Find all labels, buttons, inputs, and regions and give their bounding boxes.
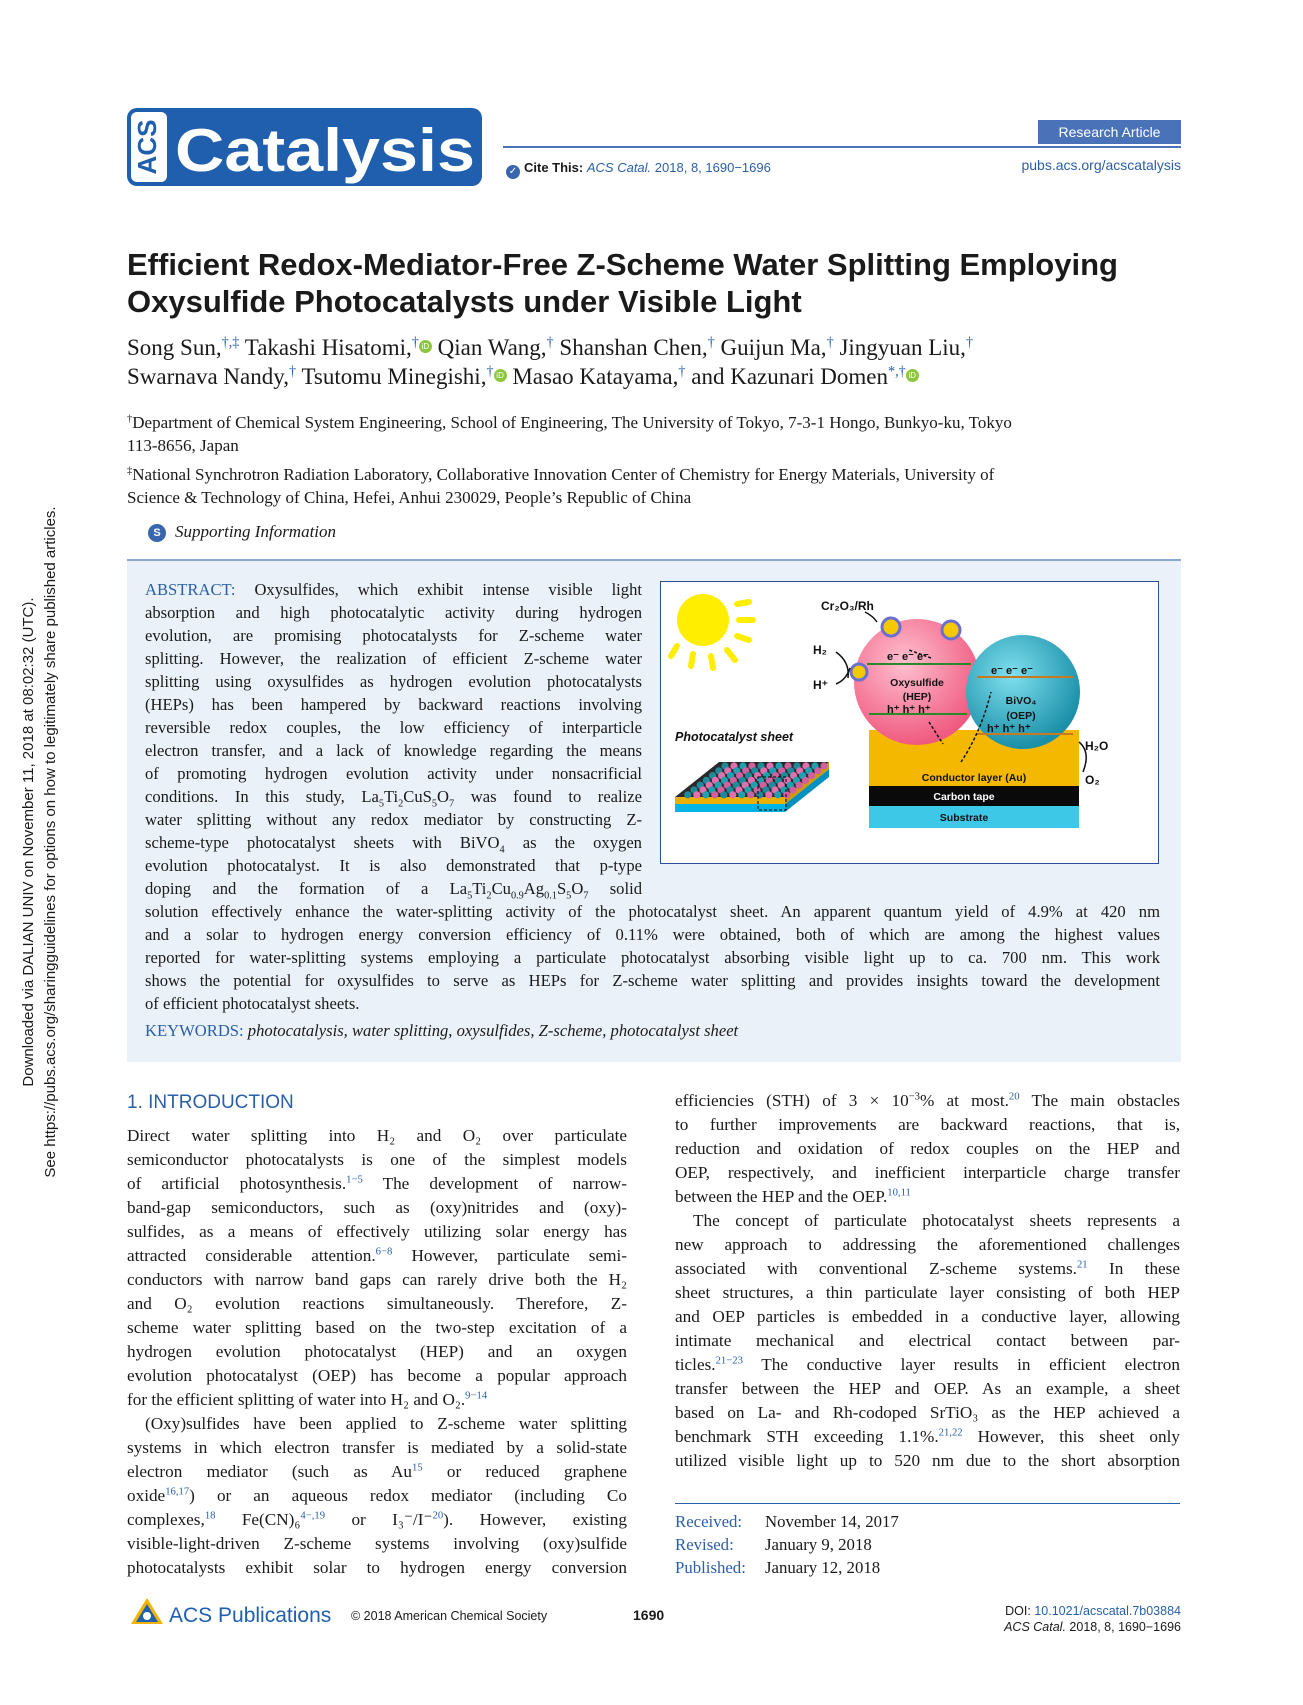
author[interactable]: Masao Katayama, — [512, 364, 679, 389]
doi-link[interactable]: 10.1021/acscatal.7b03884 — [1034, 1604, 1181, 1618]
check-icon: ✓ — [506, 165, 520, 179]
oep-label-1: BiVO₄ — [1005, 695, 1037, 707]
sheet-particle — [765, 791, 772, 798]
formula-solid-solution: $La_5Ti_2Cu_{0.9}Ag_{0.1}S_5O_7$ — [449, 879, 589, 902]
svg-text:Catalysis: Catalysis — [175, 117, 475, 184]
sheet-particle — [693, 791, 700, 798]
hep-label-1: Oxysulfide — [890, 677, 944, 689]
sheet-particle — [702, 791, 709, 798]
cite-this[interactable]: ✓ Cite This: ACS Catal. 2018, 8, 1690−1696 — [506, 160, 771, 179]
citation[interactable]: 20 — [432, 1510, 444, 1522]
layer-tape-label: Carbon tape — [933, 791, 995, 803]
hep-electrons: e⁻ e⁻ e⁻ — [887, 651, 929, 663]
orcid-icon[interactable]: iD — [906, 369, 919, 382]
citation[interactable]: 21 — [1076, 1259, 1088, 1271]
keywords: KEYWORDS: photocatalysis, water splitting, oxysulfides, Z-scheme, photocatalyst sheet — [145, 1021, 739, 1040]
author[interactable]: Guijun Ma, — [720, 335, 827, 360]
citation[interactable]: 4−,19 — [300, 1510, 326, 1522]
doi-block: DOI: 10.1021/acscatal.7b03884 ACS Catal. 2018, 8, 1690−1696 — [1004, 1604, 1181, 1634]
hep-holes: h⁺ h⁺ h⁺ — [887, 704, 931, 716]
copyright: © 2018 American Chemical Society — [351, 1609, 548, 1623]
sheet-particle — [808, 772, 815, 779]
citation[interactable]: 16,17 — [165, 1486, 190, 1498]
abstract-text-full: solution effectively enhance the water-splitting activity of the photocatalyst sheet. An apparent quantum yield of 4.9% at 420 nm and a solar to hydrogen energy conversion efficiency of 0.11% were obtained, both of which are among the highest values reported for water-splitting systems employing a particulate photocatalyst absorbing visible light up to ca. 700 nm. This work shows the potential for oxysulfides to serve as HEPs for Z-scheme water splitting and provides insights toward the development of efficient photocatalyst sheets. — [145, 902, 1160, 1013]
author[interactable]: Takashi Hisatomi, — [244, 335, 412, 360]
author[interactable]: Qian Wang, — [437, 335, 547, 360]
oep-label-2: (OEP) — [1006, 710, 1036, 722]
abstract-top-rule — [127, 559, 1181, 561]
oep-electrons: e⁻ e⁻ e⁻ — [991, 665, 1033, 677]
section-heading-introduction: 1. INTRODUCTION — [127, 1092, 294, 1113]
orcid-icon[interactable]: iD — [419, 340, 432, 353]
author[interactable]: Tsutomu Minegishi, — [301, 364, 487, 389]
page-number: 1690 — [633, 1607, 665, 1623]
supporting-information-link[interactable]: S Supporting Information — [148, 522, 336, 542]
citation[interactable]: 21,22 — [938, 1427, 963, 1439]
author[interactable]: Swarnava Nandy, — [127, 364, 290, 389]
sheet-particle — [756, 791, 763, 798]
intro-column-right: efficiencies (STH) of $3 \times 10^{-3}\%$ at most.$^{20}$ The main obstacles to further improvements are backward reactions, that is, reduction and oxidation of redox couples on the HEP and OEP, respectively, and inefficient interparticle charge transfer between the HEP and the OEP.$^{10,11}$ The concept of particulate photocatalyst sheets represents a new approach to addressing the aforementioned challenges associated with conventional Z-scheme systems.$^{21}$ In these sheet structures, a thin particulate layer consisting of both HEP and OEP particles is embedded in a conductive layer, allowing intimate mechanical and electrical contact between par- ticles.$^{21-23}$ The conductive layer results in efficient electron transfer between the HEP and OEP. As an example, a sheet based on La- and Rh-codoped SrTiO₃ as the HEP achieved a benchmark STH exceeding 1.1%.$^{21,22}$ However, this sheet only utilized visible light up to 520 nm due to the short absorption — [675, 1091, 1180, 1470]
sheet-particle — [747, 791, 754, 798]
citation[interactable]: 20 — [1008, 1091, 1020, 1103]
sheet-particle — [738, 791, 745, 798]
citation[interactable]: 9−14 — [465, 1390, 488, 1402]
sheet-particle — [729, 791, 736, 798]
sheet-particle — [802, 777, 809, 784]
citation[interactable]: 18 — [204, 1510, 216, 1522]
author[interactable]: Shanshan Chen, — [559, 335, 708, 360]
abstract-text-left: ABSTRACT: Oxysulfides, which exhibit intense visible light absorption and high photocatalytic activity during hydrogen evolution, are promising photocatalysts for Z-scheme water splitting. However, the realization of efficient Z-scheme water splitting using oxysulfides as hydrogen evolution photocatalysts (HEPs) has been hampered by backward reactions involving reversible redox couples, the low efficiency of interparticle electron transfer, and a lack of knowledge regarding the means of promoting hydrogen evolution activity under nonsacrificial conditions. In this study, $La_5Ti_2CuS_5O_7$ was found to realize water splitting without any redox mediator by constructing Z- scheme-type photocatalyst sheets with BiVO$_4$ as the oxygen evolution photocatalyst. It is also demonstrated that p-type doping and the formation of a $La_5Ti_2Cu_{0.9}Ag_{0.1}S_5O_7$ solid — [145, 580, 642, 902]
o2-label: O₂ — [1085, 773, 1100, 787]
citation[interactable]: 21−23 — [715, 1355, 743, 1367]
oep-holes: h⁺ h⁺ h⁺ — [987, 723, 1031, 735]
citation[interactable]: 6−8 — [375, 1246, 393, 1258]
h2o-label: H₂O — [1085, 739, 1109, 753]
citation[interactable]: 10,11 — [887, 1187, 911, 1199]
download-notice: Downloaded via DALIAN UNIV on November 11, 2018 at 08:02:32 (UTC). See https://pubs.acs.org/sharingguidelines for options on how to legitimately share published articles. — [20, 506, 59, 1178]
formula-bivo4: BiVO$_4$ — [459, 833, 505, 856]
hep-label-2: (HEP) — [902, 691, 932, 703]
sheet-particle — [796, 782, 803, 789]
svg-text:ACS: ACS — [131, 119, 162, 175]
acs-catalysis-logo — [127, 108, 482, 186]
journal-url[interactable]: pubs.acs.org/acscatalysis — [1021, 157, 1181, 173]
sheet-particle — [684, 791, 691, 798]
layer-substrate-label: Substrate — [939, 812, 989, 824]
author[interactable]: Jingyuan Liu, — [839, 335, 966, 360]
citation[interactable]: 1−5 — [346, 1174, 363, 1186]
article-title: Efficient Redox-Mediator-Free Z-Scheme Water Splitting Employing Oxysulfide Photocatalysts under Visible Light — [127, 247, 1118, 319]
hplus-label: H⁺ — [813, 678, 828, 692]
sheet-particle — [720, 791, 727, 798]
article-type-badge: Research Article — [1038, 120, 1181, 144]
h2-label: H₂ — [813, 643, 827, 657]
article-dates: Received: November 14, 2017 Revised: January 9, 2018 Published: January 12, 2018 — [675, 1512, 899, 1577]
affiliations: †Department of Chemical System Engineering, School of Engineering, The University of Tokyo, 7-3-1 Hongo, Bunkyo-ku, Tokyo 113-8656, Japan ‡National Synchrotron Radiation Laboratory, Collaborative Innovation Center of Chemistry for Energy Materials, University of Science & Technology of China, Hefei, Anhui 230029, People’s Republic of China — [127, 413, 1012, 507]
sheet-particle — [820, 762, 827, 769]
header-rule — [503, 146, 1181, 148]
sheet-particle — [711, 791, 718, 798]
sheet-particle — [814, 767, 821, 774]
acs-publications-logo[interactable] — [127, 1594, 337, 1634]
intro-column-left: Direct water splitting into H₂ and O₂ over particulate semiconductor photocatalysts is one of the simplest models of artificial photosynthesis.$^{1-5}$ The development of narrow- band-gap semiconductors, such as (oxy)nitrides and (oxy)- sulfides, as a means of effectively utilizing solar energy has attracted considerable attention.$^{6-8}$ However, particulate semi- conductors with narrow band gaps can rarely drive both the H₂ and O₂ evolution reactions simultaneously. Therefore, Z- scheme water splitting based on the two-step excitation of a hydrogen evolution photocatalyst (HEP) and an oxygen evolution photocatalyst (OEP) has become a popular approach for the efficient splitting of water into H₂ and O₂.$^{9-14}$ (Oxy)sulfides have been applied to Z-scheme water splitting systems in which electron transfer is mediated by a solid-state electron mediator (such as Au$^{15}$ or reduced graphene oxide$^{16,17}$) or an aqueous redox mediator (including Co complexes,$^{18}$ Fe(CN)₆$^{4-,19}$ or I₃⁻/I⁻$^{20}$). However, existing visible-light-driven Z-scheme systems involving (oxy)sulfide photocatalysts exhibit solar to hydrogen energy conversion — [127, 1126, 627, 1577]
citation[interactable]: 15 — [411, 1462, 423, 1474]
author[interactable]: and Kazunari Domen — [691, 364, 888, 389]
sheet-particle — [774, 791, 781, 798]
supporting-info-icon: S — [148, 524, 166, 542]
layer-conductor-label: Conductor layer (Au) — [921, 772, 1027, 784]
cocatalyst-label: Cr₂O₃/Rh — [821, 599, 874, 613]
toc-sheet-label: Photocatalyst sheet — [675, 730, 794, 744]
sheet-illustration — [675, 762, 829, 812]
toc-graphic — [660, 581, 1159, 864]
sheet-particle — [783, 791, 790, 798]
author[interactable]: Song Sun, — [127, 335, 222, 360]
sun-icon — [671, 594, 753, 668]
author-list: Song Sun,†,‡ Takashi Hisatomi,† iD Qian Wang,† Shanshan Chen,† Guijun Ma,† Jingyuan Liu,† Swarnava Nandy,† Tsutomu Minegishi,† iD Masao Katayama,† and Kazunari Domen*,† iD — [127, 334, 974, 389]
formula-hep: $La_5Ti_2CuS_5O_7$ — [361, 787, 455, 810]
dates-rule — [675, 1503, 1180, 1504]
orcid-icon[interactable]: iD — [494, 369, 507, 382]
sheet-particle — [789, 786, 796, 793]
svg-text:ACS Publications: ACS Publications — [169, 1604, 332, 1627]
